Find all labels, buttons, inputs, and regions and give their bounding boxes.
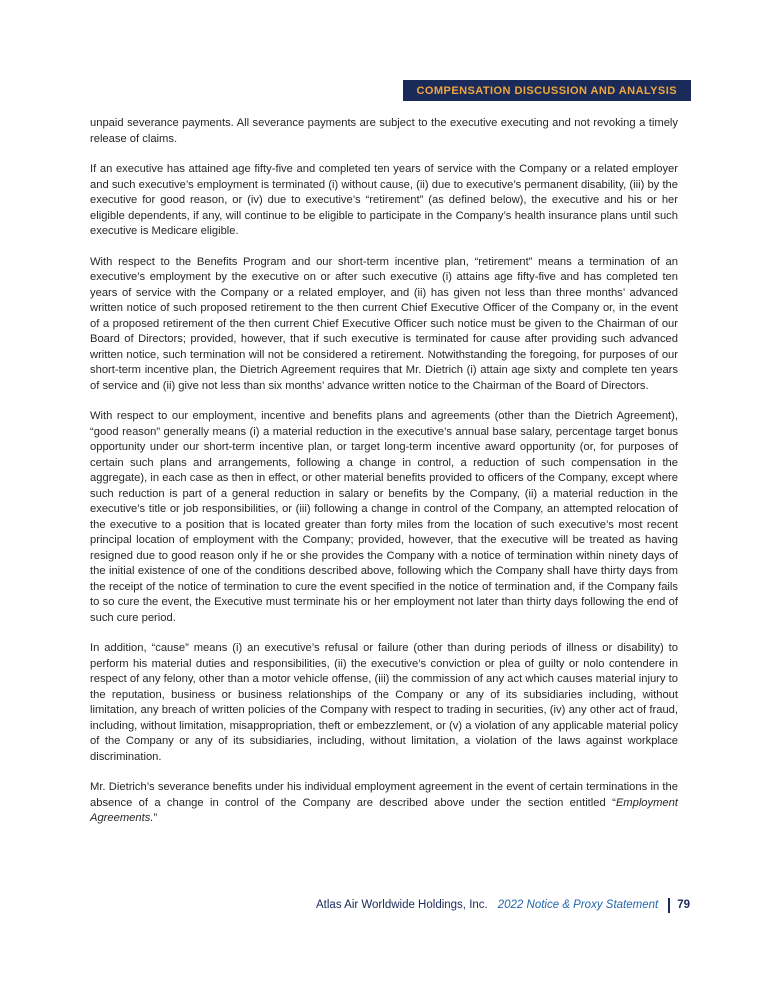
- document-body: [90, 116, 678, 842]
- paragraph-cause-definition: In addition, “cause” means (i) an executive’s refusal or failure (other than during periods of illness or disability) to perform his material duties and responsibilities, (ii) the executive’s conviction or plea of guilty or nolo contendere in respect of any felony, other than a motor vehicle offense, (iii) the commission of any act which causes material injury to the reputation, business or business relationships of the Company or any of its subsidiaries including, without limitation, any breach of written policies of the Company with respect to trading in securities, (iv) any other act of fraud, including, without limitation, misappropriation, theft or embezzlement, or (v) a violation of any applicable material policy of the Company or any of its subsidiaries, including, without limitation, a violation of the laws against workplace discrimination.: [90, 642, 678, 763]
- paragraph-dietrich-closing: [90, 780, 678, 827]
- closing-text-after: ”: [153, 812, 158, 824]
- paragraph-severance-release: unpaid severance payments. All severance payments are subject to the executive executing and not revoking a timely release of claims.: [90, 117, 678, 145]
- footer-page-number: 79: [677, 899, 690, 911]
- footer-document-title: 2022 Notice & Proxy Statement: [497, 899, 659, 911]
- page-footer: [90, 898, 690, 913]
- paragraph-retirement-eligibility: If an executive has attained age fifty-five and completed ten years of service with the Company or a related employer and such executive’s employment is terminated (i) without cause, (ii) due to executive’s permanent disability, (iii) by the executive for good reason, or (iv) due to executive’s “retirement” (as defined below), the executive and his or her eligible dependents, if any, will continue to be eligible to participate in the Company’s health insurance plans until such executive is Medicare eligible.: [90, 163, 678, 237]
- footer-company-name: Atlas Air Worldwide Holdings, Inc.: [316, 899, 488, 911]
- section-banner: [403, 80, 691, 101]
- closing-text-before: Mr. Dietrich’s severance benefits under his individual employment agreement in the event of certain terminations in the absence of a change in control of the Company are described above under the section entitled “: [90, 781, 678, 809]
- section-banner-label: COMPENSATION DISCUSSION AND ANALYSIS: [416, 85, 677, 97]
- paragraph-retirement-definition: With respect to the Benefits Program and our short-term incentive plan, “retirement” means a termination of an executive’s employment by the executive on or after such executive (i) attains age fifty-five and has completed ten years of service with the Company or a related employer, and (ii) has given not less than three months’ advanced written notice of such proposed retirement to the then current Chief Executive Officer of the Company or, in the event of a proposed retirement of the then current Chief Executive Officer such notice must be given to the Chairman of our Board of Directors; provided, however, that if such executive is terminated for cause after providing such advanced written notice, such termination will not be considered a retirement. Notwithstanding the foregoing, for purposes of our short-term incentive plan, the Dietrich Agreement requires that Mr. Dietrich (i) attain age sixty and complete ten years of service and (ii) give not less than six months’ advance written notice to the Chairman of the Board of Directors.: [90, 255, 678, 392]
- closing-italic-reference: Employment Agreements.: [90, 796, 678, 824]
- paragraph-good-reason-definition: With respect to our employment, incentive and benefits plans and agreements (other than the Dietrich Agreement), “good reason” generally means (i) a material reduction in the executive’s annual base salary, percentage target bonus opportunity under our short-term incentive plan, or target long-term incentive award opportunity (or, for purposes of certain such plans and arrangements, following a change in control, a reduction of such compensation in the aggregate), in each case as then in effect, or other material benefits provided to officers of the Company, except where such reduction is part of a general reduction in salary or benefits by the Company, (ii) a material reduction in the executive’s title or job responsibilities, or (iii) following a change in control of the Company, an attempted relocation of the executive to a position that is located greater than forty miles from the location of such executive’s most recent principal location of employment with the Company; provided, however, that the executive will be treated as having resigned due to good reason only if he or she provides the Company with a notice of termination within ninety days of the initial existence of one of the conditions described above, following which the Company shall have thirty days from the receipt of the notice of termination to cure the event specified in the notice of termination and, if the Company fails to so cure the event, the Executive must terminate his or her employment not later than thirty days following the end of such cure period.: [90, 410, 678, 624]
- footer-divider: [668, 898, 670, 913]
